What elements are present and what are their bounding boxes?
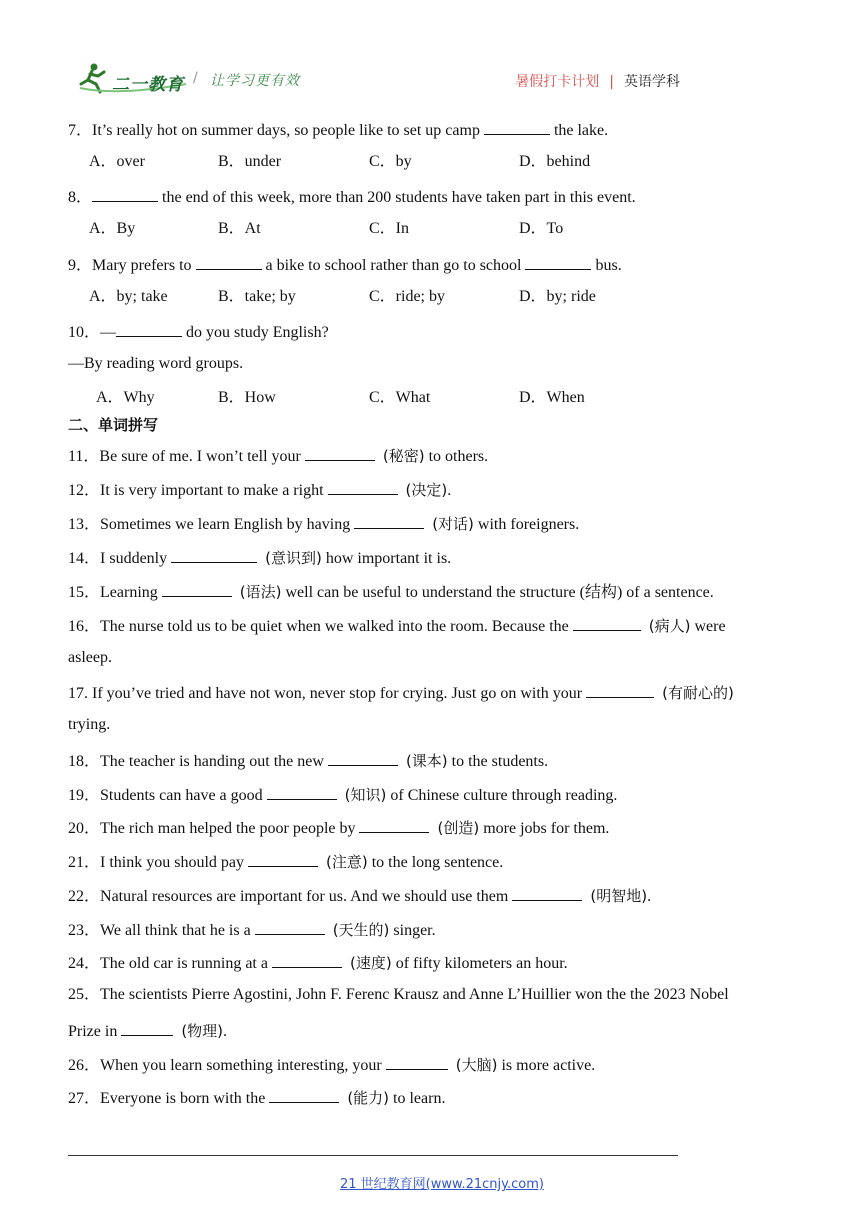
question-text: — <box>100 324 117 341</box>
question-text: is more active. <box>497 1057 596 1074</box>
chinese-hint: (对话) <box>432 515 474 533</box>
question-text: We all think that he is a <box>100 922 255 939</box>
subject-label: 英语学科 <box>624 74 680 90</box>
question-21 <box>68 850 503 873</box>
header-separator: | <box>609 74 614 90</box>
question-number: 13． <box>68 516 101 533</box>
section-title: 二、单词拼写 <box>68 416 159 434</box>
question-25 <box>68 985 729 1005</box>
option-d[interactable]: D．by; ride <box>519 288 596 305</box>
question-number: 27． <box>68 1090 101 1107</box>
question-text: I suddenly <box>100 550 172 567</box>
question-number: 18． <box>68 753 101 770</box>
chinese-hint: (课本) <box>405 752 448 770</box>
chinese-hint: (大脑) <box>455 1056 498 1074</box>
question-text: Natural resources are important for us. And we should use them <box>100 888 513 905</box>
option-b[interactable]: B．take; by <box>218 288 296 305</box>
question-text: Be sure of me. I won’t tell your <box>99 448 305 465</box>
option-a[interactable]: A．by; take <box>89 288 168 305</box>
question-text: Students can have a good <box>100 787 267 804</box>
question-19 <box>68 783 617 806</box>
question-25-continued <box>68 1019 227 1042</box>
question-27 <box>68 1086 445 1109</box>
option-c[interactable]: C．What <box>369 389 431 406</box>
header-right <box>515 71 680 91</box>
question-7 <box>68 118 608 141</box>
question-text: were <box>690 618 726 635</box>
question-text: . <box>447 482 452 499</box>
answer-blank[interactable] <box>248 850 318 867</box>
answer-blank[interactable] <box>171 546 257 563</box>
question-text: the lake. <box>549 122 609 139</box>
header-slash: / <box>193 70 198 86</box>
question-number: 16． <box>68 618 101 635</box>
question-12 <box>68 478 451 501</box>
question-text: bus. <box>591 257 622 274</box>
question-number: 11． <box>68 448 100 465</box>
question-16 <box>68 614 726 637</box>
question-10 <box>68 320 329 343</box>
answer-blank[interactable] <box>92 185 158 202</box>
answer-blank[interactable] <box>272 951 342 968</box>
option-d[interactable]: D．To <box>519 220 564 237</box>
chinese-hint: (速度) <box>349 954 392 972</box>
answer-blank[interactable] <box>269 1086 339 1103</box>
question-number: 21． <box>68 854 101 871</box>
question-text: Learning <box>100 584 162 601</box>
answer-line-10: —By reading word groups. <box>68 355 244 372</box>
answer-blank[interactable] <box>121 1019 173 1036</box>
question-number: 9． <box>68 257 93 274</box>
answer-blank[interactable] <box>196 253 262 270</box>
question-text: I think you should pay <box>100 854 249 871</box>
chinese-hint: (意识到) <box>265 549 322 567</box>
question-text: how important it is. <box>321 550 452 567</box>
option-d[interactable]: D．behind <box>519 153 591 170</box>
question-number: 23． <box>68 922 101 939</box>
question-text: The scientists Pierre Agostini, John F. Ferenc Krausz and Anne L’Huillier won the the 2023 Nobel <box>100 986 729 1003</box>
question-text: Everyone is born with the <box>100 1090 270 1107</box>
chinese-hint: (语法) <box>239 583 282 601</box>
answer-blank[interactable] <box>328 478 398 495</box>
question-17-continued: trying. <box>68 716 111 733</box>
question-number: 22． <box>68 888 101 905</box>
question-text: When you learn something interesting, your <box>100 1057 386 1074</box>
answer-blank[interactable] <box>586 681 654 698</box>
question-text: well can be useful to understand the structure (结构) of a sentence. <box>281 584 714 601</box>
question-17 <box>68 681 734 704</box>
answer-blank[interactable] <box>484 118 550 135</box>
option-c[interactable]: C．ride; by <box>369 288 445 305</box>
question-number: 10． <box>68 324 101 341</box>
option-c[interactable]: C．In <box>369 220 410 237</box>
brand-name: 二一教育 <box>112 75 184 95</box>
question-26 <box>68 1053 595 1076</box>
question-text: Sometimes we learn English by having <box>100 516 355 533</box>
question-number: 20． <box>68 820 101 837</box>
answer-blank[interactable] <box>573 614 641 631</box>
question-text: of Chinese culture through reading. <box>386 787 618 804</box>
chinese-hint: (明智地) <box>590 887 648 905</box>
question-11 <box>68 444 488 467</box>
option-a[interactable]: A．By <box>89 220 136 237</box>
question-text: The old car is running at a <box>100 955 272 972</box>
option-b[interactable]: B．How <box>218 389 276 406</box>
question-text: singer. <box>389 922 436 939</box>
answer-blank[interactable] <box>116 320 182 337</box>
answer-blank[interactable] <box>305 444 375 461</box>
question-text: It’s really hot on summer days, so people like to set up camp <box>92 122 484 139</box>
option-a[interactable]: A．over <box>89 153 145 170</box>
chinese-hint: (天生的) <box>332 921 390 939</box>
chinese-hint: (能力) <box>347 1089 390 1107</box>
footer-link[interactable]: 21 世纪教育网(www.21cnjy.com) <box>340 1177 544 1192</box>
question-text: If you’ve tried and have not won, never stop for crying. Just go on with your <box>92 685 587 702</box>
question-number: 14． <box>68 550 101 567</box>
chinese-hint: (病人) <box>648 617 691 635</box>
question-text: do you study English? <box>182 324 329 341</box>
answer-blank[interactable] <box>359 816 429 833</box>
question-text: to the students. <box>447 753 549 770</box>
option-b[interactable]: B．At <box>218 220 261 237</box>
question-text: The rich man helped the poor people by <box>100 820 360 837</box>
question-number: 7． <box>68 122 93 139</box>
chinese-hint: (物理) <box>181 1022 224 1040</box>
question-text: to learn. <box>389 1090 446 1107</box>
question-15 <box>68 580 714 603</box>
chinese-hint: (创造) <box>437 819 480 837</box>
question-text: with foreigners. <box>473 516 580 533</box>
question-number: 12． <box>68 482 101 499</box>
question-text: the end of this week, more than 200 students have taken part in this event. <box>158 189 636 206</box>
question-20 <box>68 816 609 839</box>
question-text: . <box>223 1023 228 1040</box>
question-text: to others. <box>424 448 489 465</box>
question-23 <box>68 918 436 941</box>
answer-blank[interactable] <box>525 253 591 270</box>
answer-blank[interactable] <box>255 918 325 935</box>
question-18 <box>68 749 548 772</box>
question-22 <box>68 884 651 907</box>
answer-blank[interactable] <box>267 783 337 800</box>
question-number: 15． <box>68 584 101 601</box>
question-text: Mary prefers to <box>92 257 196 274</box>
question-text: . <box>647 888 652 905</box>
chinese-hint: (秘密) <box>382 447 425 465</box>
option-c[interactable]: C．by <box>369 153 412 170</box>
summer-plan-label: 暑假打卡计划 <box>515 74 600 90</box>
question-text: a bike to school rather than go to school <box>261 257 526 274</box>
question-number: 25． <box>68 986 101 1003</box>
question-number: 26． <box>68 1057 101 1074</box>
question-number: 24． <box>68 955 101 972</box>
question-number: 19． <box>68 787 101 804</box>
answer-blank[interactable] <box>512 884 582 901</box>
chinese-hint: (注意) <box>326 853 368 871</box>
footer-divider <box>68 1155 678 1156</box>
chinese-hint: (知识) <box>344 786 387 804</box>
question-text: to the long sentence. <box>367 854 504 871</box>
answer-blank[interactable] <box>162 580 232 597</box>
option-a[interactable]: A．Why <box>96 389 155 406</box>
option-d[interactable]: D．When <box>519 389 585 406</box>
question-14 <box>68 546 451 569</box>
question-text: It is very important to make a right <box>100 482 328 499</box>
question-text: The teacher is handing out the new <box>100 753 328 770</box>
answer-blank[interactable] <box>386 1053 448 1070</box>
page-header <box>0 0 860 110</box>
question-9 <box>68 253 622 276</box>
question-text: Prize in <box>68 1023 122 1040</box>
question-8 <box>68 185 636 208</box>
question-text: The nurse told us to be quiet when we walked into the room. Because the <box>100 618 573 635</box>
brand-slogan: 让学习更有效 <box>210 73 300 89</box>
question-text: of fifty kilometers an hour. <box>391 955 568 972</box>
question-16-continued: asleep. <box>68 649 112 666</box>
answer-blank[interactable] <box>354 512 424 529</box>
question-13 <box>68 512 579 535</box>
answer-blank[interactable] <box>328 749 398 766</box>
chinese-hint: (有耐心的) <box>662 684 734 702</box>
question-text: more jobs for them. <box>479 820 610 837</box>
question-24 <box>68 951 568 974</box>
chinese-hint: (决定) <box>405 481 448 499</box>
option-b[interactable]: B．under <box>218 153 282 170</box>
question-number: 8． <box>68 189 93 206</box>
question-number: 17. <box>68 685 88 702</box>
